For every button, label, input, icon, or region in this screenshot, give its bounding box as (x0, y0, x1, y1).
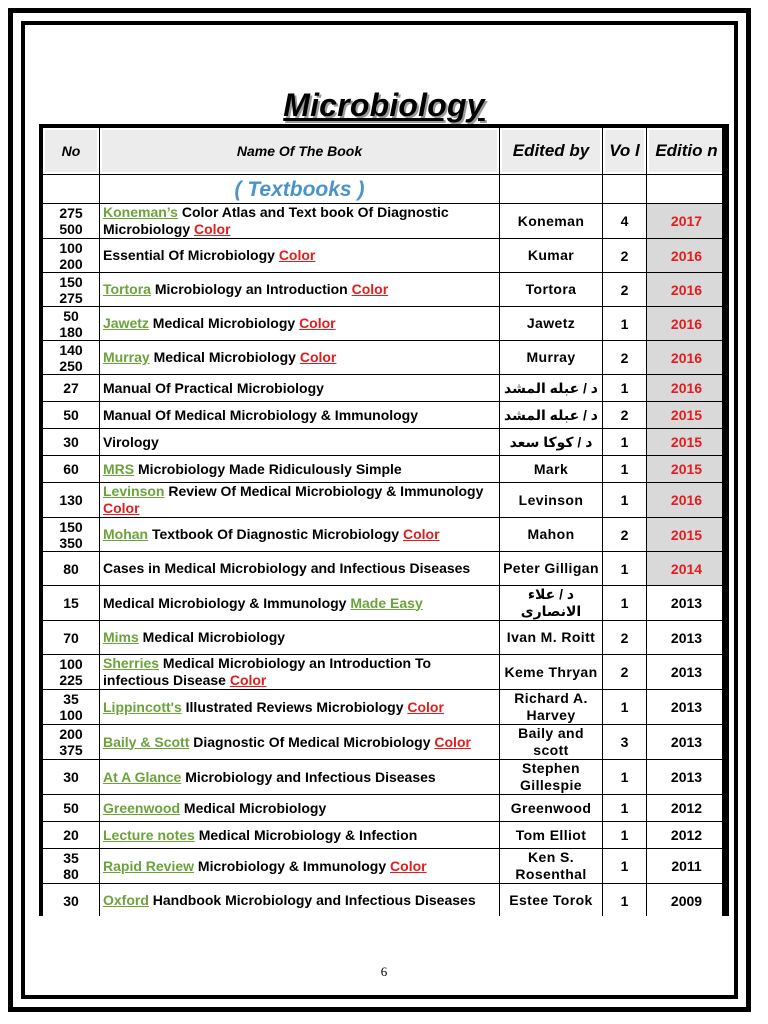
book-volume: 1 (603, 375, 647, 402)
book-editor-text: د / عبله المشد (503, 379, 598, 396)
book-edition: 2014 (647, 552, 726, 586)
book-edition: 2015 (647, 429, 726, 456)
book-editor (500, 760, 603, 795)
book-number-line: 30 (63, 434, 79, 450)
book-number-line: 180 (59, 323, 83, 340)
book-editor (500, 795, 603, 822)
book-number-line: 225 (59, 672, 83, 688)
book-volume: 4 (603, 204, 647, 239)
book-number (43, 552, 100, 586)
book-volume: 1 (603, 552, 647, 586)
book-editor (500, 307, 603, 341)
book-edition: 2017 (647, 204, 726, 239)
book-editor (500, 239, 603, 273)
book-number-line: 50 (63, 800, 79, 816)
book-number-line: 35 (63, 850, 79, 866)
book-name (100, 429, 500, 456)
book-number-line: 375 (59, 742, 83, 758)
book-number (43, 884, 100, 916)
book-name-prefix: Lecture notes (103, 826, 195, 843)
book-number-line: 275 (59, 289, 83, 306)
book-editor (500, 621, 603, 655)
book-editor-text: د / عبله المشد (503, 406, 598, 423)
book-name-prefix: Lippincott's (103, 698, 182, 715)
book-editor (500, 725, 603, 760)
section-no-cell (43, 175, 100, 204)
book-name-title: Manual Of Medical Microbiology & Immunology (103, 406, 419, 423)
book-volume: 1 (603, 884, 647, 916)
book-edition: 2013 (647, 655, 726, 690)
book-editor-text: Ivan M. Roitt (506, 629, 596, 645)
table-row (43, 822, 726, 849)
book-name-color-tag: Color (194, 221, 231, 237)
table-row (43, 849, 726, 884)
book-volume: 2 (603, 402, 647, 429)
book-editor-text: Tortora (525, 281, 577, 297)
book-number (43, 273, 100, 307)
book-editor-text: Greenwood (510, 799, 592, 816)
book-number (43, 621, 100, 655)
book-name-title: Microbiology Made Ridiculously Simple (134, 460, 402, 477)
book-number (43, 483, 100, 518)
book-volume: 1 (603, 822, 647, 849)
book-number (43, 429, 100, 456)
book-editor (500, 429, 603, 456)
book-editor (500, 483, 603, 518)
book-number (43, 725, 100, 760)
book-edition: 2012 (647, 822, 726, 849)
book-name-prefix: MRS (103, 460, 135, 477)
book-number (43, 307, 100, 341)
book-name-title: Textbook Of Diagnostic Microbiology (148, 526, 403, 542)
table-row (43, 760, 726, 795)
book-name-prefix: Mims (103, 629, 139, 645)
book-name-title: Handbook Microbiology and Infectious Diseases (148, 892, 476, 908)
book-name-title: Medical Microbiology & Immunology (103, 594, 351, 611)
book-number-line: 30 (63, 892, 79, 909)
section-label: ( Textbooks ) (100, 175, 500, 204)
book-name-title: Microbiology an Introduction (150, 281, 352, 297)
book-edition: 2015 (647, 518, 726, 552)
book-editor (500, 849, 603, 884)
book-edition: 2016 (647, 341, 726, 375)
book-name (100, 552, 500, 586)
book-name (100, 307, 500, 341)
book-number-line: 50 (63, 407, 79, 423)
book-number-line: 150 (59, 273, 83, 290)
book-editor-text: Stephen Gillespie (520, 760, 582, 793)
book-volume: 1 (603, 456, 647, 483)
book-editor-text: Kumar (527, 247, 575, 263)
book-name-title: Color Atlas and Text book Of Diagnostic Microbiology (103, 204, 449, 237)
table-row (43, 655, 726, 690)
book-number-line: 80 (63, 560, 79, 577)
book-number-line: 80 (63, 866, 79, 882)
book-edition: 2016 (647, 273, 726, 307)
book-name-title: Manual Of Practical Microbiology (103, 379, 324, 396)
book-number (43, 586, 100, 621)
book-name (100, 586, 500, 621)
table-row (43, 621, 726, 655)
book-volume: 1 (603, 849, 647, 884)
book-name-prefix: Murray (103, 349, 150, 365)
book-number (43, 518, 100, 552)
book-name (100, 760, 500, 795)
book-name (100, 204, 500, 239)
book-name-prefix: Jawetz (103, 315, 149, 331)
book-editor (500, 341, 603, 375)
book-number (43, 341, 100, 375)
book-name-title: Illustrated Reviews Microbiology (181, 698, 408, 715)
table-row (43, 239, 726, 273)
book-editor (500, 822, 603, 849)
book-volume: 1 (603, 429, 647, 456)
book-volume: 1 (603, 307, 647, 341)
book-name (100, 375, 500, 402)
book-name-color-tag: Color (299, 315, 336, 331)
book-volume: 1 (603, 586, 647, 621)
book-editor-text: د / كوكا سعد (509, 433, 593, 450)
book-number (43, 456, 100, 483)
table-row (43, 586, 726, 621)
book-name-prefix: Koneman’s (103, 204, 178, 220)
book-editor-text: Koneman (517, 212, 585, 229)
book-edition: 2016 (647, 483, 726, 518)
book-number-line: 500 (59, 221, 83, 237)
book-number-line: 70 (63, 629, 79, 646)
book-number-line: 140 (59, 341, 83, 358)
book-name-prefix: Tortora (103, 281, 151, 297)
book-editor-text: Richard A. Harvey (514, 690, 588, 723)
book-name (100, 483, 500, 518)
book-editor-text: Mark (533, 460, 569, 477)
book-name-color-tag: Color (434, 733, 471, 750)
book-name-color-tag: Color (351, 281, 389, 297)
section-editor-cell (500, 175, 603, 204)
book-name (100, 690, 500, 725)
book-number-line: 35 (63, 691, 79, 707)
book-number (43, 239, 100, 273)
table-row (43, 273, 726, 307)
book-name (100, 456, 500, 483)
book-name (100, 518, 500, 552)
book-number-line: 130 (59, 492, 83, 508)
book-number-line: 350 (59, 534, 83, 551)
book-name (100, 725, 500, 760)
book-name-title: Medical Microbiology (138, 629, 286, 645)
book-name (100, 849, 500, 884)
book-volume: 1 (603, 795, 647, 822)
page-number: 6 (380, 964, 388, 979)
section-vol-cell (603, 175, 647, 204)
book-edition: 2011 (647, 849, 726, 884)
header-vol: Vo l (603, 128, 647, 175)
book-volume: 2 (603, 655, 647, 690)
book-editor-text: Keme Thryan (504, 663, 598, 680)
book-name-color-tag: Color (407, 698, 444, 715)
book-name-title: Microbiology and Infectious Diseases (181, 768, 436, 785)
book-edition: 2013 (647, 621, 726, 655)
book-editor-text: Levinson (518, 491, 584, 508)
book-editor-text: Peter Gilligan (503, 560, 599, 576)
section-row (43, 175, 726, 204)
book-table (43, 128, 726, 916)
book-edition: 2013 (647, 690, 726, 725)
book-edition: 2012 (647, 795, 726, 822)
book-edition: 2016 (647, 239, 726, 273)
book-name-title: Medical Microbiology (180, 799, 327, 816)
book-name-prefix: At A Glance (103, 768, 182, 785)
book-number-line: 100 (59, 239, 83, 256)
book-name-title: Microbiology & Immunology (194, 857, 391, 874)
table-row (43, 307, 726, 341)
book-number (43, 204, 100, 239)
book-edition: 2015 (647, 456, 726, 483)
book-editor (500, 586, 603, 621)
book-editor (500, 655, 603, 690)
table-row (43, 429, 726, 456)
book-name-prefix: Sherries (103, 655, 160, 671)
book-name-color-tag: Color (390, 857, 427, 874)
book-editor-text: د / علاء الانصارى (520, 586, 582, 619)
book-edition: 2013 (647, 760, 726, 795)
book-edition: 2015 (647, 402, 726, 429)
book-name (100, 341, 500, 375)
section-edition-cell (647, 175, 726, 204)
table-row (43, 456, 726, 483)
book-number-line: 275 (59, 205, 83, 221)
book-table-container (39, 124, 729, 916)
table-row (43, 402, 726, 429)
book-editor-text: Murray (526, 349, 576, 365)
page-title: Microbiology (283, 87, 485, 123)
book-number (43, 402, 100, 429)
book-editor (500, 273, 603, 307)
book-name-color-tag: Color (103, 500, 140, 516)
book-editor-text: Jawetz (526, 315, 576, 331)
book-number-line: 60 (63, 461, 79, 477)
book-editor (500, 375, 603, 402)
book-number-line: 15 (63, 595, 79, 611)
book-volume: 1 (603, 690, 647, 725)
book-editor (500, 402, 603, 429)
book-editor (500, 518, 603, 552)
book-editor-text: Tom Elliot (515, 826, 587, 843)
book-name-title: Diagnostic Of Medical Microbiology (189, 733, 435, 750)
book-name (100, 884, 500, 916)
book-name-title: Medical Microbiology (148, 315, 300, 331)
header-edition: Editio n (647, 128, 726, 175)
table-row (43, 725, 726, 760)
table-row (43, 341, 726, 375)
book-number (43, 760, 100, 795)
book-name-prefix: Baily & Scott (103, 733, 190, 750)
book-name-color-tag: Color (229, 672, 267, 688)
book-editor-text: Mahon (527, 526, 575, 542)
book-number (43, 795, 100, 822)
table-row (43, 690, 726, 725)
book-volume: 2 (603, 239, 647, 273)
book-editor (500, 884, 603, 916)
book-editor-text: Estee Torok (509, 892, 593, 908)
book-number (43, 690, 100, 725)
book-edition: 2013 (647, 586, 726, 621)
book-number (43, 822, 100, 849)
book-name-title: Medical Microbiology & Infection (194, 826, 418, 843)
book-editor (500, 690, 603, 725)
book-name-title: Cases in Medical Microbiology and Infectious Diseases (103, 560, 471, 576)
book-name-prefix: Greenwood (103, 799, 181, 816)
book-volume: 2 (603, 341, 647, 375)
book-number (43, 655, 100, 690)
table-row (43, 552, 726, 586)
book-name-title: Medical Microbiology an Introduction To infectious Disease (103, 655, 432, 688)
book-name (100, 795, 500, 822)
book-number-line: 100 (59, 656, 83, 672)
book-name (100, 655, 500, 690)
table-row (43, 795, 726, 822)
book-edition: 2009 (647, 884, 726, 916)
book-volume: 2 (603, 518, 647, 552)
book-number-line: 20 (63, 827, 79, 843)
book-name-prefix: Levinson (103, 483, 165, 499)
book-name (100, 621, 500, 655)
book-volume: 1 (603, 760, 647, 795)
book-editor-text: Baily and scott (518, 725, 584, 758)
book-number-line: 150 (59, 518, 83, 535)
book-name-prefix: Rapid Review (103, 857, 195, 874)
book-number (43, 849, 100, 884)
table-row (43, 483, 726, 518)
book-editor (500, 552, 603, 586)
book-name-suffix: Made Easy (350, 594, 423, 611)
book-name-title: Medical Microbiology (149, 349, 300, 365)
book-number-line: 200 (59, 726, 83, 742)
book-name-title: Essential Of Microbiology (103, 247, 279, 263)
book-name (100, 239, 500, 273)
table-row (43, 884, 726, 916)
book-volume: 1 (603, 483, 647, 518)
book-edition: 2016 (647, 375, 726, 402)
book-number-line: 200 (59, 255, 83, 272)
book-name-title: Virology (103, 433, 159, 450)
book-number-line: 50 (63, 307, 79, 324)
book-edition: 2016 (647, 307, 726, 341)
book-name (100, 273, 500, 307)
book-volume: 2 (603, 621, 647, 655)
header-name: Name Of The Book (100, 128, 500, 175)
book-name-color-tag: Color (402, 526, 440, 542)
book-name-title: Review Of Medical Microbiology & Immunology (164, 483, 484, 499)
book-name-prefix: Oxford (103, 892, 149, 908)
book-name (100, 822, 500, 849)
book-name-color-tag: Color (278, 247, 316, 263)
book-number-line: 100 (59, 707, 83, 723)
table-row (43, 518, 726, 552)
book-name (100, 402, 500, 429)
book-editor (500, 204, 603, 239)
book-number-line: 30 (63, 769, 79, 785)
book-number-line: 250 (59, 357, 83, 374)
table-header-row (43, 128, 726, 175)
table-row (43, 375, 726, 402)
header-editor: Edited by (500, 128, 603, 175)
book-volume: 2 (603, 273, 647, 307)
book-number-line: 27 (63, 380, 79, 396)
book-name-color-tag: Color (299, 349, 337, 365)
book-volume: 3 (603, 725, 647, 760)
book-edition: 2013 (647, 725, 726, 760)
book-editor-text: Ken S. Rosenthal (515, 849, 587, 882)
book-number (43, 375, 100, 402)
book-name-prefix: Mohan (103, 526, 149, 542)
book-editor (500, 456, 603, 483)
table-row (43, 204, 726, 239)
header-no: No (43, 128, 100, 175)
